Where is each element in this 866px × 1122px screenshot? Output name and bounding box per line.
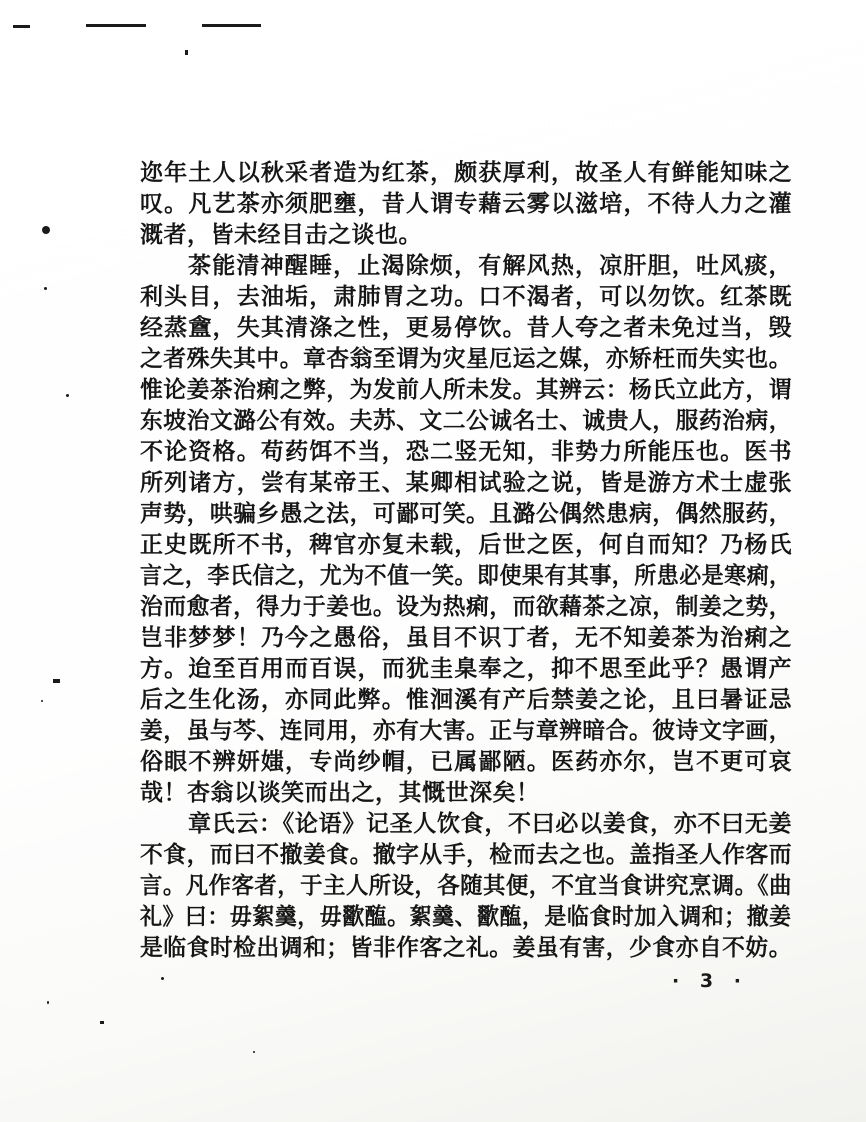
text-line: 言之，李氏信之，尤为不值一笑。即使果有其事，所患必是寒痢， <box>140 563 792 588</box>
text-line: 东坡治文潞公有效。夫苏、文二公诚名士、诚贵人，服药治病， <box>140 408 792 433</box>
text-line: 正史既所不书，稗官亦复未载，后世之医，何自而知？乃杨氏 <box>140 532 792 557</box>
text-line: 俗眼不辨妍媸，专尚纱帽，已属鄙陋。医药亦尔，岂不更可哀 <box>140 749 792 774</box>
text-line: 章氏云：《论语》记圣人饮食，不曰必以姜食，亦不曰无姜 <box>188 811 792 836</box>
text-line: 是临食时检出调和；皆非作客之礼。姜虽有害，少食亦自不妨。 <box>140 935 792 960</box>
scan-artifact-speck <box>66 394 69 397</box>
text-block <box>140 157 792 963</box>
scan-artifact-speck <box>53 679 60 683</box>
text-line: 经蒸盦，失其清涤之性，更易停饮。昔人夸之者未免过当，毁 <box>140 315 792 340</box>
page-number: · 3 · <box>672 970 748 992</box>
text-line: 礼》曰：毋絮羹，毋歠醢。絮羹、歠醢，是临食时加入调和；撤姜 <box>140 904 792 929</box>
scan-artifact-line <box>86 24 146 27</box>
text-line: 言。凡作客者，于主人所设，各随其便，不宜当食讲究烹调。《曲 <box>140 873 792 898</box>
text-line: 不论资格。苟药饵不当，恐二竖无知，非势力所能压也。医书 <box>140 439 792 464</box>
text-line: 茶能清神醒睡，止渴除烦，有解风热，凉肝胆，吐风痰， <box>188 253 792 278</box>
scan-artifact-speck <box>44 287 47 290</box>
text-line: 所列诸方，尝有某帝王、某卿相试验之说，皆是游方术士虚张 <box>140 470 792 495</box>
text-line: 岂非梦梦！乃今之愚俗，虽目不识丁者，无不知姜茶为治痢之 <box>140 625 792 650</box>
text-line: 利头目，去油垢，肃肺胃之功。口不渴者，可以勿饮。红茶既 <box>140 284 792 309</box>
text-line: 后之生化汤，亦同此弊。惟洄溪有产后禁姜之论，且曰暑证忌 <box>140 687 792 712</box>
text-line: 声势，哄骗乡愚之法，可鄙可笑。且潞公偶然患病，偶然服药， <box>140 501 792 526</box>
text-line: 方。迨至百用而百误，而犹圭臬奉之，抑不思至此乎？愚谓产 <box>140 656 792 681</box>
scan-artifact-speck <box>41 700 43 702</box>
scan-artifact-speck <box>161 977 164 980</box>
scan-artifact-line <box>13 25 30 28</box>
text-line: 迩年土人以秋采者造为红茶，颇获厚利，故圣人有鲜能知味之 <box>140 160 792 185</box>
text-line: 哉！杏翁以谈笑而出之，其慨世深矣！ <box>140 780 540 805</box>
scan-artifact-line <box>202 24 261 27</box>
scan-artifact-speck <box>42 226 50 234</box>
text-line: 叹。凡艺茶亦须肥壅，昔人谓专藉云雾以滋培，不待人力之灌 <box>140 191 792 216</box>
scan-artifact-speck <box>100 1021 104 1024</box>
text-line: 不食，而曰不撤姜食。撤字从手，检而去之也。盖指圣人作客而 <box>140 842 792 867</box>
text-line: 溉者，皆未经目击之谈也。 <box>140 222 422 247</box>
text-line: 之者殊失其中。章杏翁至谓为灾星厄运之媒，亦矫枉而失实也。 <box>140 346 792 371</box>
text-line: 治而愈者，得力于姜也。设为热痢，而欲藉茶之凉，制姜之势， <box>140 594 792 619</box>
scan-artifact-speck <box>47 1001 49 1004</box>
text-line: 惟论姜茶治痢之弊，为发前人所未发。其辨云：杨氏立此方，谓 <box>140 377 792 402</box>
text-line: 姜，虽与芩、连同用，亦有大害。正与章辨暗合。彼诗文字画， <box>140 718 792 743</box>
scan-artifact-speck <box>185 50 188 55</box>
scan-artifact-speck <box>253 1051 255 1053</box>
